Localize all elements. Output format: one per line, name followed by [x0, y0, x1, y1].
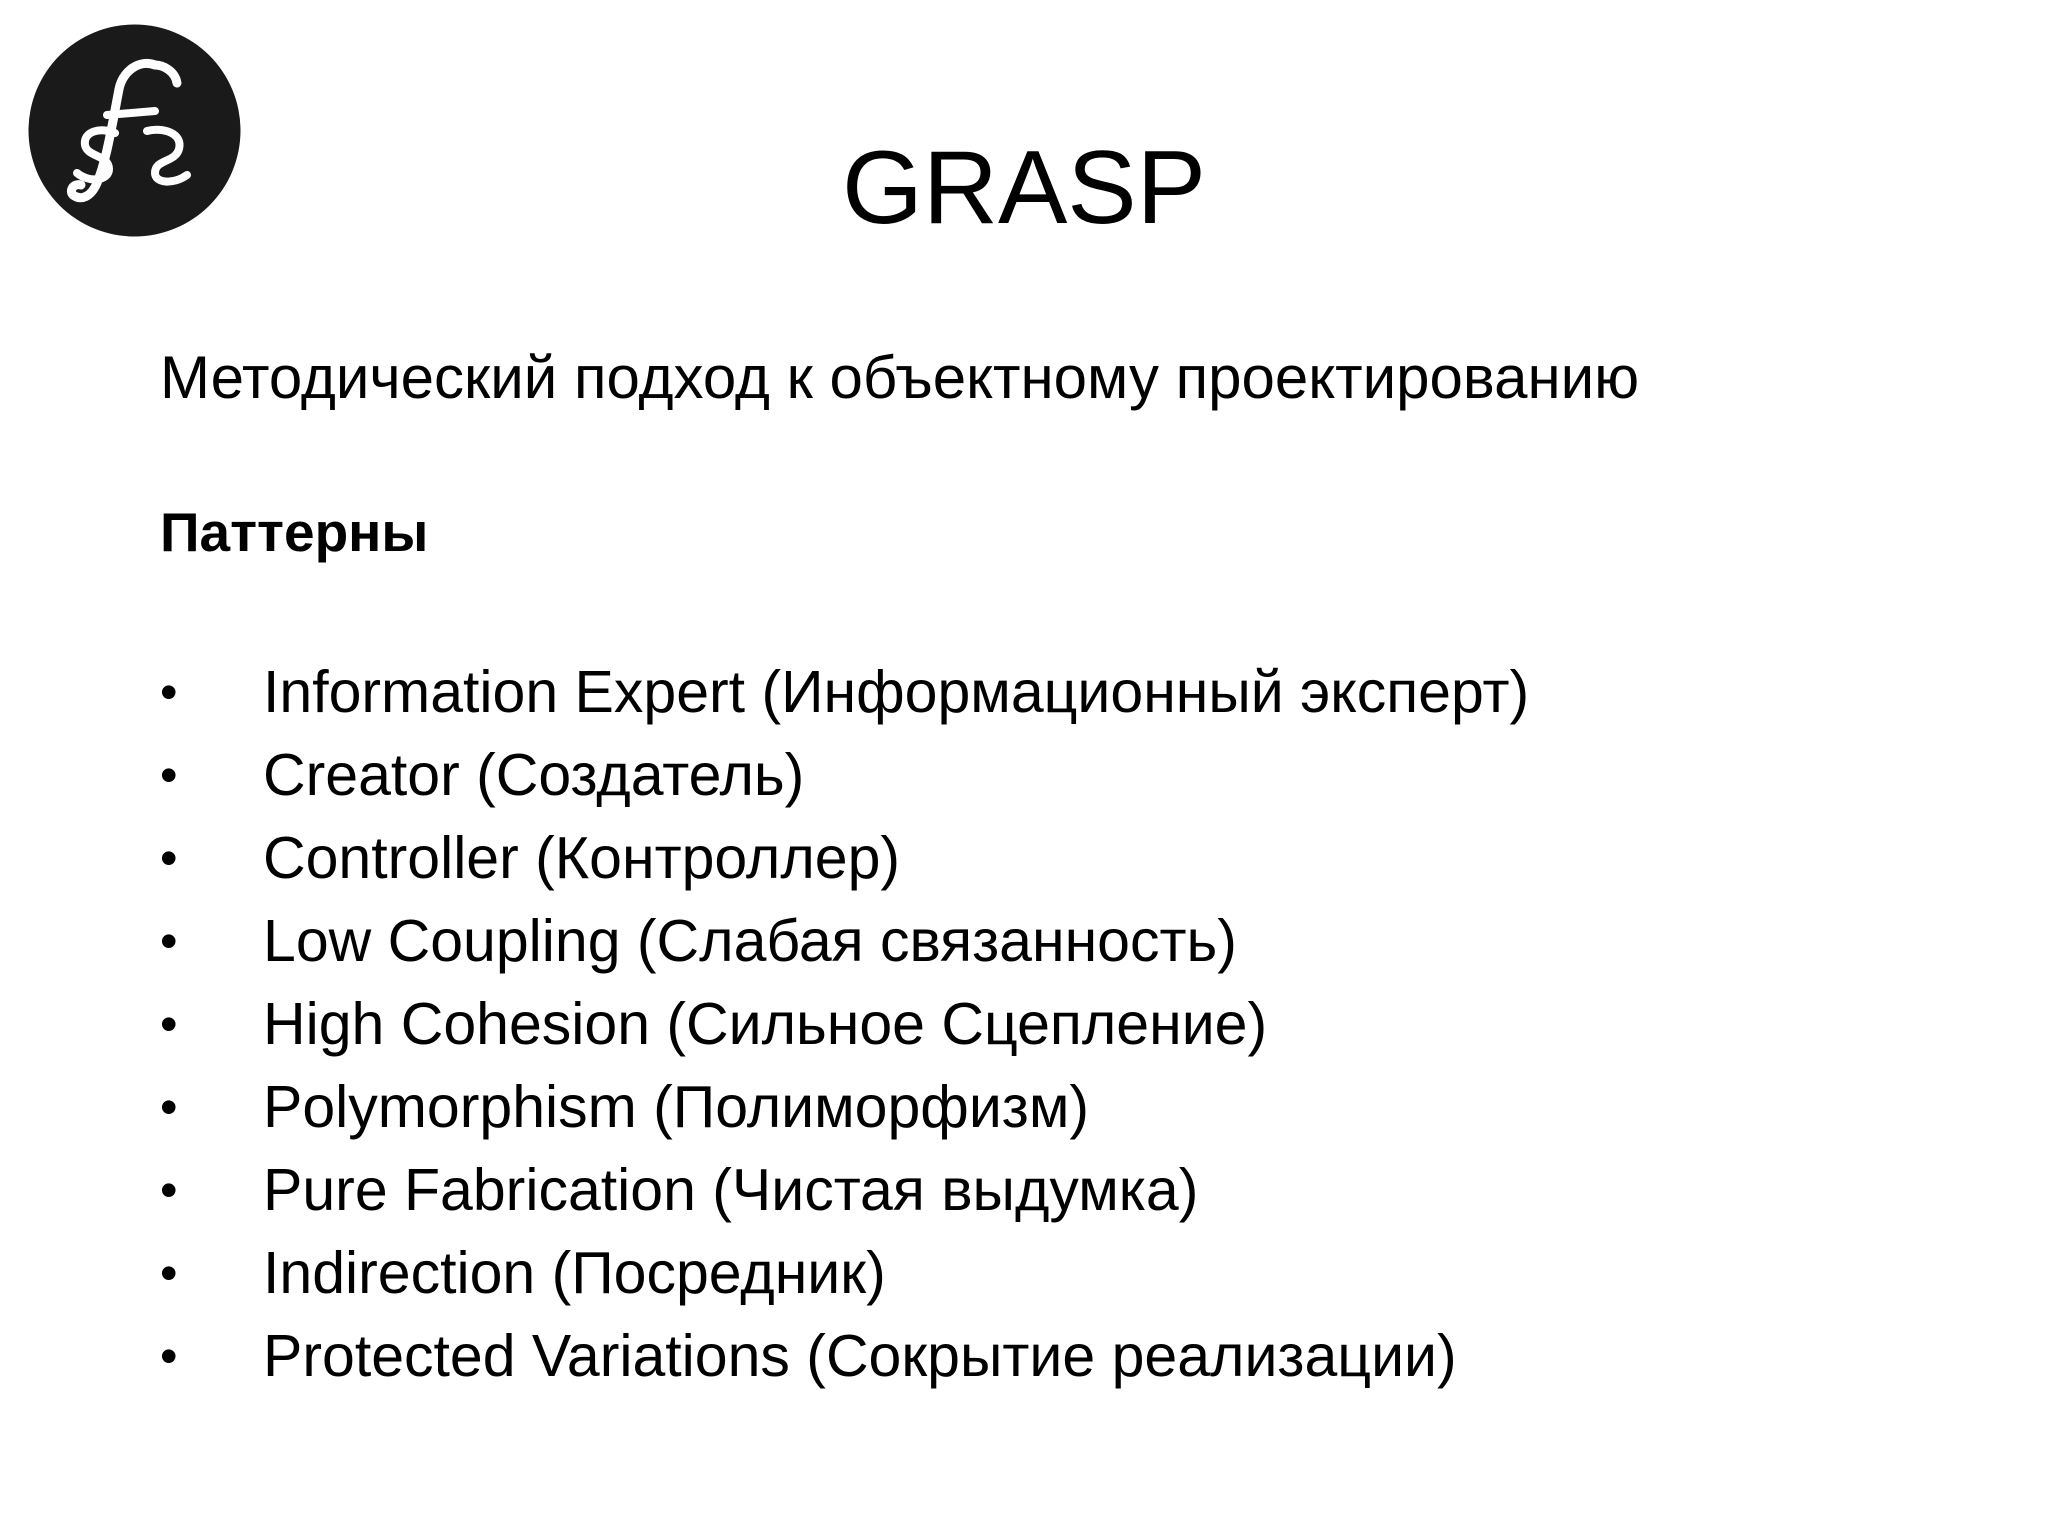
- bullet-icon: •: [160, 830, 178, 886]
- pattern-label: Polymorphism (Полиморфизм): [263, 1074, 1090, 1140]
- bullet-icon: •: [160, 747, 178, 803]
- pattern-label: Creator (Создатель): [263, 742, 805, 808]
- pattern-label: Pure Fabrication (Чистая выдумка): [263, 1157, 1199, 1223]
- slide-subtitle: Методический подход к объектному проектированию: [160, 344, 1640, 411]
- pattern-label: Information Expert (Информационный эксперт): [263, 659, 1530, 725]
- bullet-icon: •: [160, 664, 178, 720]
- bullet-icon: •: [160, 1162, 178, 1218]
- section-heading-patterns: Паттерны: [160, 501, 429, 563]
- pattern-label: Indirection (Посредник): [263, 1240, 886, 1306]
- bullet-icon: •: [160, 913, 178, 969]
- bullet-icon: •: [160, 1328, 178, 1384]
- pattern-label: Low Coupling (Слабая связанность): [263, 908, 1237, 974]
- pattern-label: Controller (Контроллер): [263, 825, 901, 891]
- slide-title: GRASP: [841, 130, 1207, 246]
- bullet-icon: •: [160, 1245, 178, 1301]
- bullet-icon: •: [160, 996, 178, 1052]
- bullet-icon: •: [160, 1079, 178, 1135]
- pattern-label: High Cohesion (Сильное Сцепление): [263, 991, 1268, 1057]
- pattern-label: Protected Variations (Сокрытие реализации): [263, 1323, 1457, 1389]
